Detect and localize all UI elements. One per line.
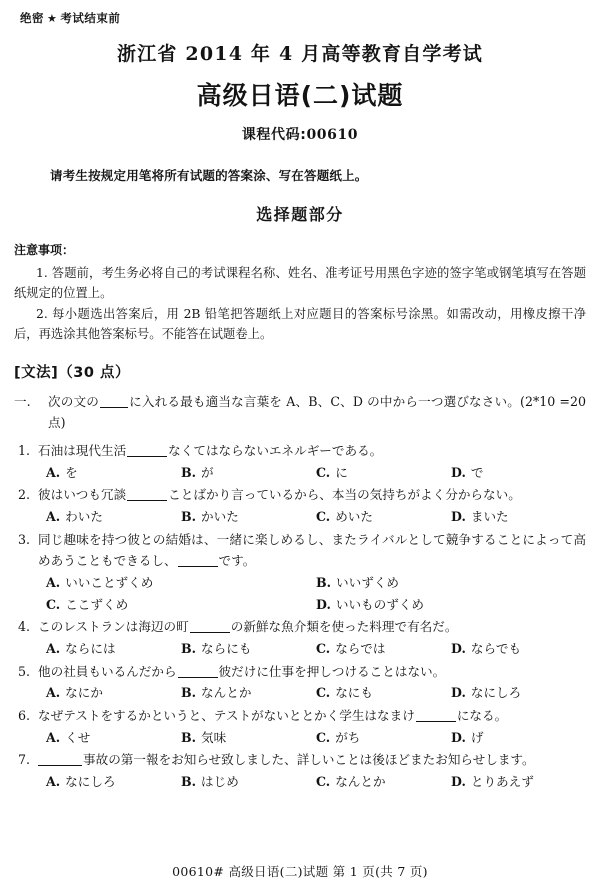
big-question-text-after: に入れる最も適当な言葉を A、B、C、D の中から一つ選びなさい。(2*10 =20 点): [48, 393, 587, 431]
option-c[interactable]: [316, 682, 451, 704]
option-letter: A.: [46, 509, 61, 524]
option-text: が: [201, 464, 214, 480]
answer-blank: [127, 500, 167, 501]
question-stem: [14, 749, 586, 771]
question-number: 4.: [17, 619, 30, 635]
option-text: なんとか: [335, 773, 386, 789]
option-text: がち: [335, 729, 361, 745]
question-number: 2.: [17, 487, 30, 503]
question-item: [14, 484, 586, 527]
option-text: ならには: [65, 640, 116, 656]
option-text: で: [470, 464, 484, 480]
option-letter: A.: [46, 464, 61, 480]
option-group: [14, 506, 586, 528]
option-letter: C.: [316, 685, 331, 701]
option-letter: D.: [451, 464, 466, 480]
option-a[interactable]: [46, 462, 181, 484]
question-item: [14, 440, 586, 483]
question-stem: [14, 705, 586, 727]
page-footer: 00610# 高级日语(二)试题 第 1 页(共 7 页): [172, 864, 428, 879]
question-number: 6.: [17, 707, 30, 723]
part-heading: [14, 361, 586, 382]
option-text: めいた: [335, 509, 373, 524]
option-d[interactable]: [451, 462, 586, 484]
question-stem: [14, 484, 586, 506]
big-question-text: [48, 391, 586, 434]
question-text-after: なくてはならないエネルギーである。: [168, 443, 383, 459]
question-text-before: 石油は現代生活: [38, 443, 127, 459]
question-text: [38, 484, 586, 506]
option-letter: A.: [46, 574, 61, 590]
question-list: [14, 440, 586, 793]
option-text: いいものずくめ: [335, 596, 425, 612]
question-text-after: 彼だけに仕事を押しつけることはない。: [218, 663, 446, 679]
option-letter: B.: [181, 685, 197, 701]
question-text-before: なぜテストをするかというと、テストがないととかく学生はなまけ: [38, 707, 415, 723]
answer-blank: [178, 566, 218, 567]
option-letter: B.: [181, 773, 197, 789]
option-letter: D.: [451, 685, 466, 701]
option-group: [14, 462, 586, 484]
answer-blank: [416, 721, 456, 722]
question-text-before: 同じ趣味を持つ彼との結婚は、一緒に楽しめるし、またライバルとして競争することによって高めあうこともできるし、: [38, 531, 586, 569]
question-text: [38, 440, 586, 462]
option-letter: A.: [46, 773, 61, 789]
notice-item: 2. 每小题选出答案后，用 2B 铅笔把答题纸上对应题目的答案标号涂黑。如需改动，用橡皮擦干净后，再选涂其他答案标号。不能答在试题卷上。: [14, 306, 586, 341]
option-b[interactable]: [181, 771, 316, 793]
option-d[interactable]: [451, 638, 586, 660]
option-d[interactable]: [451, 727, 586, 749]
option-letter: D.: [451, 640, 466, 656]
option-group: [14, 771, 586, 793]
option-letter: A.: [46, 640, 61, 656]
option-c[interactable]: [316, 771, 451, 793]
answer-blank: [127, 456, 167, 457]
question-text-after: になる。: [456, 707, 508, 723]
option-text: かいた: [201, 509, 239, 524]
option-text: くせ: [65, 729, 91, 745]
question-item: [14, 705, 586, 748]
option-text: なにも: [335, 685, 373, 701]
question-text-after: の新鮮な魚介類を使った料理で有名だ。: [230, 619, 458, 635]
option-text: いいずくめ: [336, 574, 399, 590]
option-a[interactable]: [46, 771, 181, 793]
option-c[interactable]: [316, 638, 451, 660]
option-d[interactable]: [451, 771, 586, 793]
option-letter: B.: [181, 640, 197, 656]
option-letter: B.: [181, 509, 197, 524]
answer-blank: [190, 632, 230, 633]
question-stem: [14, 661, 586, 683]
option-b[interactable]: [181, 727, 316, 749]
option-letter: C.: [316, 773, 331, 789]
course-code-label: 课程代码: [241, 127, 301, 144]
option-letter: C.: [316, 729, 331, 745]
question-number: 3.: [17, 531, 30, 547]
option-b[interactable]: [181, 506, 316, 528]
question-text-after: ことばかり言っているから、本当の気持ちがよく分からない。: [168, 487, 521, 503]
option-group: [14, 727, 586, 749]
option-text: とりあえず: [470, 773, 534, 789]
option-a[interactable]: [46, 506, 181, 528]
part-label: [文法]: [14, 364, 59, 381]
section-heading: 选择题部分: [256, 205, 344, 225]
option-b[interactable]: [316, 572, 586, 594]
option-a[interactable]: [46, 727, 181, 749]
option-b[interactable]: [181, 638, 316, 660]
option-text: まいた: [470, 509, 509, 524]
option-text: わいた: [65, 509, 103, 524]
question-text: [38, 749, 586, 771]
option-a[interactable]: [46, 572, 316, 594]
secrecy-suffix: 考试结束前: [60, 11, 121, 25]
question-text: [38, 529, 586, 572]
option-text: を: [65, 464, 78, 480]
question-text-after: です。: [218, 553, 256, 569]
option-text: なにか: [65, 685, 103, 701]
option-c[interactable]: [316, 462, 451, 484]
option-letter: D.: [451, 729, 466, 745]
option-letter: D.: [316, 596, 331, 612]
big-question-number: 一.: [14, 393, 31, 409]
option-a[interactable]: [46, 638, 181, 660]
option-text: なにしろ: [65, 773, 116, 789]
option-text: ここずくめ: [65, 596, 129, 612]
option-letter: C.: [316, 640, 331, 656]
option-group: [14, 638, 586, 660]
option-d[interactable]: [316, 594, 586, 616]
option-group: [14, 682, 586, 704]
course-code: [14, 124, 586, 144]
option-text: げ: [470, 729, 484, 745]
option-text: なにしろ: [470, 685, 522, 701]
question-item: [14, 616, 586, 659]
option-letter: A.: [46, 729, 61, 745]
option-text: に: [335, 464, 348, 480]
answer-blank: [178, 677, 218, 678]
option-letter: C.: [46, 596, 61, 612]
question-text-before: 他の社員もいるんだから: [38, 663, 177, 679]
question-stem: [14, 616, 586, 638]
option-text: いいことずくめ: [65, 574, 154, 590]
question-stem: [14, 529, 586, 572]
option-d[interactable]: [451, 682, 586, 704]
option-text: ならでも: [470, 640, 522, 656]
question-number: 1.: [17, 443, 30, 459]
option-a[interactable]: [46, 682, 181, 704]
question-number: 5.: [17, 663, 30, 679]
question-text-before: このレストランは海辺の町: [38, 619, 189, 635]
big-question-text-before: 次の文の: [48, 393, 99, 409]
option-text: ならにも: [201, 640, 252, 656]
secrecy-prefix: 绝密: [20, 11, 44, 25]
option-text: ならでは: [335, 640, 386, 656]
option-letter: C.: [316, 509, 331, 524]
answer-blank: [38, 765, 82, 766]
question-stem: [14, 440, 586, 462]
option-d[interactable]: [451, 506, 586, 528]
question-text: [38, 661, 586, 683]
question-item: [14, 529, 586, 616]
star-icon: ★: [47, 12, 58, 25]
option-c[interactable]: [46, 594, 316, 616]
paper-title: 高级日语(二)试题: [196, 81, 404, 111]
question-text: [38, 705, 586, 727]
option-text: はじめ: [201, 773, 239, 789]
question-text-after: 事故の第一報をお知らせ致しました、詳しいことは後ほどまたお知らせします。: [83, 752, 535, 768]
notice-title: 注意事项：: [14, 243, 75, 258]
exam-title: 浙江省 2014 年 4 月高等教育自学考试: [117, 43, 483, 66]
option-letter: B.: [181, 729, 197, 745]
option-text: なんとか: [201, 685, 252, 701]
option-b[interactable]: [181, 462, 316, 484]
question-item: [14, 749, 586, 792]
course-code-separator: :: [300, 127, 307, 144]
option-letter: B.: [181, 464, 197, 480]
answer-instruction: 请考生按规定用笔将所有试题的答案涂、写在答题纸上。: [50, 168, 368, 184]
option-group: [14, 572, 586, 615]
option-letter: D.: [451, 509, 466, 524]
option-c[interactable]: [316, 727, 451, 749]
option-c[interactable]: [316, 506, 451, 528]
option-letter: D.: [451, 773, 466, 789]
question-number: 7.: [17, 752, 30, 768]
question-text: [38, 616, 586, 638]
answer-blank: [100, 407, 128, 408]
notice-item: 1. 答题前，考生务必将自己的考试课程名称、姓名、准考证号用黑色字迹的签字笔或钢笔填写在答题纸规定的位置上。: [14, 266, 586, 300]
option-b[interactable]: [181, 682, 316, 704]
option-letter: B.: [316, 574, 332, 590]
big-question-instruction: [14, 391, 586, 434]
question-item: [14, 661, 586, 704]
course-code-value: 00610: [306, 127, 359, 144]
option-text: 気味: [201, 729, 227, 745]
option-letter: A.: [46, 685, 61, 701]
question-text-before: 彼はいつも冗談: [38, 487, 127, 503]
part-points: （30 点）: [58, 364, 130, 381]
option-letter: C.: [316, 464, 331, 480]
secrecy-notice: [20, 12, 586, 25]
